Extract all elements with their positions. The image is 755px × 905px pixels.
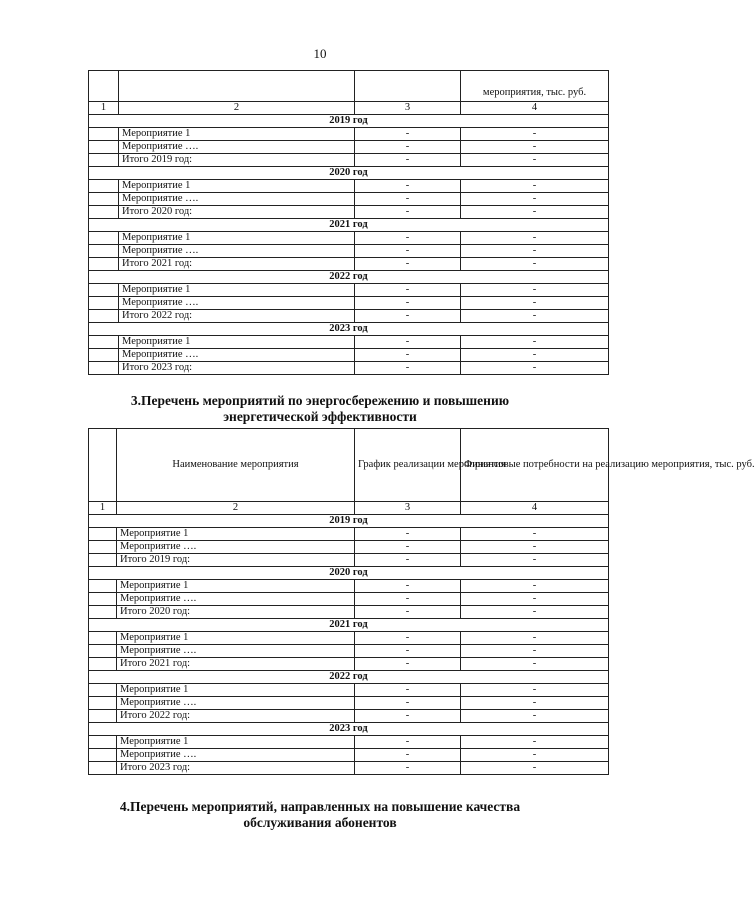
- event-name-cell: Мероприятие ….: [117, 593, 355, 606]
- table-row: [89, 554, 609, 567]
- event-name-cell: Мероприятие 1: [117, 580, 355, 593]
- financial-cell: -: [461, 580, 609, 593]
- table-row: [89, 362, 609, 375]
- financial-cell: -: [461, 362, 609, 375]
- table-row: [89, 658, 609, 671]
- financial-cell: -: [461, 245, 609, 258]
- section-3-title-line1: 3.Перечень мероприятий по энергосбережению и повышению: [130, 393, 510, 408]
- table-row: [89, 749, 609, 762]
- event-name-cell: Мероприятие ….: [117, 541, 355, 554]
- table-row: [89, 632, 609, 645]
- schedule-cell: -: [355, 362, 461, 375]
- schedule-cell: -: [355, 697, 461, 710]
- event-name-cell: Мероприятие ….: [119, 297, 355, 310]
- row-number-cell: [89, 154, 119, 167]
- row-number-cell: [89, 528, 117, 541]
- row-number-cell: [89, 336, 119, 349]
- column-number: 1: [89, 502, 117, 515]
- column-number: 3: [355, 502, 461, 515]
- schedule-cell: -: [355, 232, 461, 245]
- financial-cell: -: [461, 206, 609, 219]
- table-events-continued: [88, 70, 609, 375]
- table-row: [89, 141, 609, 154]
- financial-cell: -: [461, 528, 609, 541]
- schedule-cell: -: [355, 632, 461, 645]
- event-name-cell: Мероприятие ….: [119, 349, 355, 362]
- financial-cell: -: [461, 658, 609, 671]
- row-number-cell: [89, 645, 117, 658]
- row-number-cell: [89, 193, 119, 206]
- section-4-title-line2: обслуживания абонентов: [243, 815, 397, 830]
- year-row: [89, 271, 609, 284]
- year-label: 2021 год: [89, 219, 609, 232]
- row-number-cell: [89, 362, 119, 375]
- row-number-cell: [89, 310, 119, 323]
- year-row: [89, 115, 609, 128]
- row-number-cell: [89, 684, 117, 697]
- table-row: [89, 349, 609, 362]
- section-4-title-line1: 4.Перечень мероприятий, направленных на повышение качества: [119, 799, 521, 814]
- schedule-cell: -: [355, 336, 461, 349]
- schedule-cell: -: [355, 554, 461, 567]
- row-number-cell: [89, 258, 119, 271]
- year-label: 2021 год: [89, 619, 609, 632]
- financial-cell: -: [461, 697, 609, 710]
- row-number-cell: [89, 632, 117, 645]
- table-row: [89, 232, 609, 245]
- table-row: [89, 297, 609, 310]
- financial-cell: -: [461, 336, 609, 349]
- event-name-cell: Мероприятие 1: [117, 528, 355, 541]
- schedule-cell: -: [355, 541, 461, 554]
- financial-cell: -: [461, 141, 609, 154]
- event-name-cell: Итого 2021 год:: [117, 658, 355, 671]
- row-number-cell: [89, 180, 119, 193]
- schedule-cell: -: [355, 606, 461, 619]
- table-row: [89, 606, 609, 619]
- schedule-cell: -: [355, 736, 461, 749]
- financial-cell: -: [461, 232, 609, 245]
- event-name-cell: Мероприятие ….: [117, 645, 355, 658]
- event-name-cell: Итого 2022 год:: [119, 310, 355, 323]
- table-row: [89, 180, 609, 193]
- table-row: [89, 541, 609, 554]
- table-row: [89, 154, 609, 167]
- schedule-cell: -: [355, 658, 461, 671]
- event-name-cell: Мероприятие 1: [119, 336, 355, 349]
- financial-cell: -: [461, 593, 609, 606]
- column-number: 2: [117, 502, 355, 515]
- section-3-title-line2: энергетической эффективности: [223, 409, 417, 424]
- year-row: [89, 323, 609, 336]
- row-number-cell: [89, 762, 117, 775]
- event-name-cell: Мероприятие 1: [119, 232, 355, 245]
- table-header-row: [89, 429, 609, 502]
- event-name-cell: Итого 2019 год:: [119, 154, 355, 167]
- row-number-cell: [89, 606, 117, 619]
- year-row: [89, 219, 609, 232]
- event-name-cell: Мероприятие ….: [117, 749, 355, 762]
- row-number-cell: [89, 736, 117, 749]
- financial-cell: -: [461, 284, 609, 297]
- financial-cell: -: [461, 710, 609, 723]
- row-number-cell: [89, 710, 117, 723]
- row-number-cell: [89, 232, 119, 245]
- column-number-row: [89, 102, 609, 115]
- schedule-cell: -: [355, 749, 461, 762]
- event-name-cell: Мероприятие 1: [119, 128, 355, 141]
- financial-cell: -: [461, 128, 609, 141]
- header-cell-empty: [119, 71, 355, 102]
- table-row: [89, 193, 609, 206]
- year-row: [89, 671, 609, 684]
- financial-cell: -: [461, 193, 609, 206]
- row-number-cell: [89, 245, 119, 258]
- schedule-cell: -: [355, 762, 461, 775]
- schedule-cell: -: [355, 580, 461, 593]
- year-label: 2020 год: [89, 167, 609, 180]
- financial-cell: -: [461, 258, 609, 271]
- event-name-cell: Мероприятие 1: [117, 684, 355, 697]
- row-number-cell: [89, 349, 119, 362]
- table-row: [89, 736, 609, 749]
- table-row: [89, 206, 609, 219]
- schedule-cell: -: [355, 684, 461, 697]
- table-row: [89, 645, 609, 658]
- year-label: 2022 год: [89, 671, 609, 684]
- schedule-cell: -: [355, 154, 461, 167]
- financial-cell: -: [461, 762, 609, 775]
- table-row: [89, 336, 609, 349]
- financial-cell: -: [461, 154, 609, 167]
- column-number: 2: [119, 102, 355, 115]
- row-number-cell: [89, 297, 119, 310]
- financial-cell: -: [461, 541, 609, 554]
- header-cell-financial: Финансовые потребности на реализацию мероприятия, тыс. руб.: [461, 429, 609, 502]
- event-name-cell: Итого 2020 год:: [117, 606, 355, 619]
- table-row: [89, 128, 609, 141]
- financial-cell: -: [461, 297, 609, 310]
- event-name-cell: Мероприятие ….: [119, 193, 355, 206]
- schedule-cell: -: [355, 193, 461, 206]
- table-row: [89, 245, 609, 258]
- row-number-cell: [89, 284, 119, 297]
- year-label: 2023 год: [89, 323, 609, 336]
- table-row: [89, 580, 609, 593]
- schedule-cell: -: [355, 128, 461, 141]
- schedule-cell: -: [355, 593, 461, 606]
- financial-cell: -: [461, 606, 609, 619]
- year-label: 2019 год: [89, 115, 609, 128]
- year-label: 2020 год: [89, 567, 609, 580]
- schedule-cell: -: [355, 528, 461, 541]
- year-row: [89, 567, 609, 580]
- event-name-cell: Итого 2020 год:: [119, 206, 355, 219]
- schedule-cell: -: [355, 141, 461, 154]
- schedule-cell: -: [355, 284, 461, 297]
- year-row: [89, 619, 609, 632]
- column-number-row: [89, 502, 609, 515]
- financial-cell: -: [461, 749, 609, 762]
- event-name-cell: Мероприятие 1: [117, 736, 355, 749]
- financial-cell: -: [461, 684, 609, 697]
- schedule-cell: -: [355, 258, 461, 271]
- column-number: 1: [89, 102, 119, 115]
- event-name-cell: Мероприятие ….: [117, 697, 355, 710]
- event-name-cell: Мероприятие 1: [119, 180, 355, 193]
- header-cell-empty: [89, 71, 119, 102]
- row-number-cell: [89, 128, 119, 141]
- row-number-cell: [89, 554, 117, 567]
- event-name-cell: Итого 2023 год:: [119, 362, 355, 375]
- column-number: 3: [355, 102, 461, 115]
- table-energy-saving-events: [88, 428, 755, 775]
- event-name-cell: Итого 2019 год:: [117, 554, 355, 567]
- year-row: [89, 167, 609, 180]
- schedule-cell: -: [355, 180, 461, 193]
- table-row: [89, 697, 609, 710]
- table-row: [89, 310, 609, 323]
- table-row: [89, 593, 609, 606]
- header-cell-financial: мероприятия, тыс. руб.: [461, 71, 609, 102]
- schedule-cell: -: [355, 245, 461, 258]
- schedule-cell: -: [355, 645, 461, 658]
- column-number: 4: [461, 102, 609, 115]
- event-name-cell: Итого 2023 год:: [117, 762, 355, 775]
- row-number-cell: [89, 593, 117, 606]
- year-label: 2019 год: [89, 515, 609, 528]
- year-row: [89, 723, 609, 736]
- page-number: 10: [313, 46, 327, 61]
- table-row: [89, 528, 609, 541]
- event-name-cell: Итого 2022 год:: [117, 710, 355, 723]
- column-number: 4: [461, 502, 609, 515]
- event-name-cell: Мероприятие 1: [117, 632, 355, 645]
- row-number-cell: [89, 658, 117, 671]
- row-number-cell: [89, 206, 119, 219]
- financial-cell: -: [461, 310, 609, 323]
- table-row: [89, 258, 609, 271]
- financial-cell: -: [461, 645, 609, 658]
- year-row: [89, 515, 609, 528]
- header-cell-empty: [355, 71, 461, 102]
- schedule-cell: -: [355, 206, 461, 219]
- event-name-cell: Мероприятие ….: [119, 245, 355, 258]
- schedule-cell: -: [355, 349, 461, 362]
- financial-cell: -: [461, 736, 609, 749]
- event-name-cell: Мероприятие ….: [119, 141, 355, 154]
- row-number-cell: [89, 749, 117, 762]
- header-cell-event-name: Наименование мероприятия: [117, 429, 355, 502]
- schedule-cell: -: [355, 310, 461, 323]
- financial-cell: -: [461, 632, 609, 645]
- year-label: 2023 год: [89, 723, 609, 736]
- section-3-title: [0, 393, 640, 425]
- financial-cell: -: [461, 349, 609, 362]
- header-cell-empty: [89, 429, 117, 502]
- financial-cell: -: [461, 554, 609, 567]
- row-number-cell: [89, 141, 119, 154]
- row-number-cell: [89, 580, 117, 593]
- year-label: 2022 год: [89, 271, 609, 284]
- table-header-row: [89, 71, 609, 102]
- table-row: [89, 710, 609, 723]
- row-number-cell: [89, 541, 117, 554]
- table-row: [89, 762, 609, 775]
- schedule-cell: -: [355, 710, 461, 723]
- table-row: [89, 684, 609, 697]
- financial-cell: -: [461, 180, 609, 193]
- row-number-cell: [89, 697, 117, 710]
- section-4-title: [0, 799, 640, 831]
- header-cell-schedule: График реализации мероприятия: [355, 429, 461, 502]
- table-row: [89, 284, 609, 297]
- event-name-cell: Мероприятие 1: [119, 284, 355, 297]
- event-name-cell: Итого 2021 год:: [119, 258, 355, 271]
- schedule-cell: -: [355, 297, 461, 310]
